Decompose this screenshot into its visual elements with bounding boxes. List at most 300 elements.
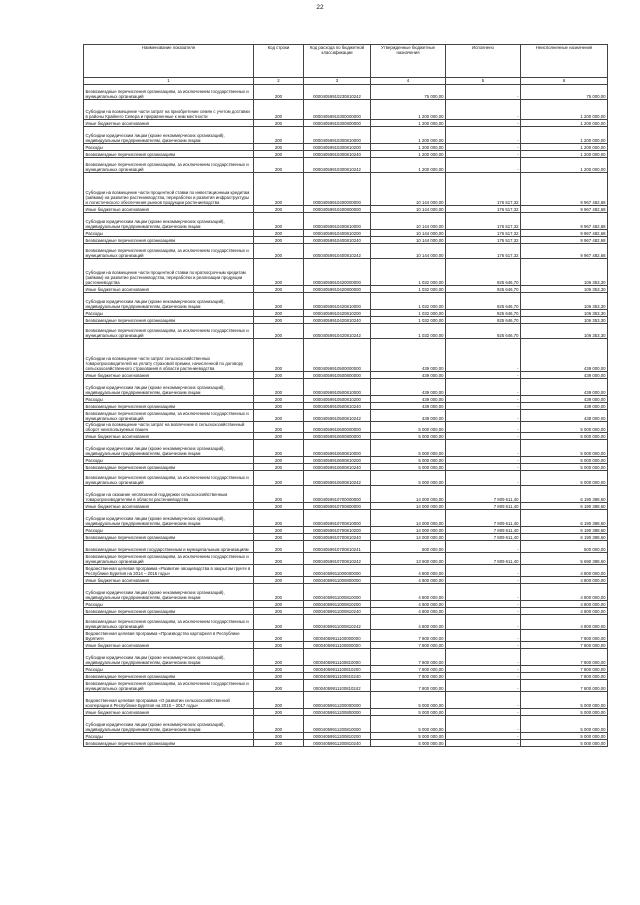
cell-executed: - [446,144,521,151]
cell-line-code: 200 [254,584,304,601]
cell-indicator-name: Расходы [84,527,254,534]
cell-unexecuted: 7 800 000,00 [521,673,608,680]
cell-line-code: 200 [254,379,304,396]
cell-budget-code: 00004059910500800000 [304,372,371,379]
table-row [84,422,608,433]
cell-budget-code: 00004059910600000000 [304,422,371,433]
cell-executed: - [446,127,521,144]
cell-executed: 176 517,32 [446,237,521,244]
table-row [84,410,608,422]
cell-unexecuted: 1 200 000,00 [521,144,608,151]
cell-executed: 176 517,32 [446,244,521,259]
cell-line-code: 200 [254,541,304,553]
cell-executed: 925 646,70 [446,293,521,310]
cell-executed: - [446,422,521,433]
header-budget-classification: Код расхода по бюджетной классификации [304,45,371,78]
cell-executed: - [446,615,521,630]
table-row [84,471,608,486]
cell-indicator-name: Ведомственная целевая программа «Производство картофеля в Республике Бурятия» [84,630,254,642]
cell-executed: 925 646,70 [446,286,521,293]
cell-unexecuted: 106 353,30 [521,324,608,339]
cell-budget-code: 00004059911000810240 [304,608,371,615]
cell-unexecuted: 7 800 000,00 [521,680,608,692]
cell-line-code: 200 [254,740,304,747]
cell-budget-code: 00004059910400810242 [304,244,371,259]
cell-approved: 1 032 000,00 [371,293,446,310]
cell-unexecuted: 4 800 000,00 [521,601,608,608]
cell-indicator-name: Ведомственная целевая программа «О развитии сельскохозяйственной кооперации в Республике Бурятия на 2015 – 2017 годы» [84,692,254,709]
cell-indicator-name: Субсидии на возмещение части затрат сельскохозяйственных товаропроизводителей на уплату страховой премии, начисленной по договору сельскохозяйственного страхования в области растениеводства [84,339,254,372]
cell-executed: 7 809 611,40 [446,534,521,541]
cell-line-code: 200 [254,230,304,237]
cell-budget-code: 00004059911100800000 [304,642,371,649]
column-index: 6 [521,78,608,85]
cell-indicator-name: Иные бюджетные ассигнования [84,709,254,716]
cell-line-code: 200 [254,85,304,100]
cell-indicator-name: Расходы [84,230,254,237]
cell-line-code: 200 [254,630,304,642]
cell-budget-code: 00004059911100810000 [304,649,371,666]
cell-indicator-name: Иные бюджетные ассигнования [84,372,254,379]
cell-executed: 7 809 611,40 [446,510,521,527]
table-row [84,100,608,120]
cell-approved: 7 800 000,00 [371,649,446,666]
cell-approved: 4 800 000,00 [371,601,446,608]
table-row [84,440,608,457]
cell-indicator-name: Безвозмездные перечисления организациям, за исключением государственных и муниципальных организаций [84,615,254,630]
cell-approved: 13 500 000,00 [371,553,446,565]
cell-unexecuted: 6 190 388,60 [521,486,608,503]
cell-unexecuted: 5 000 000,00 [521,716,608,733]
cell-budget-code: 00004059910400000000 [304,173,371,206]
cell-approved: 5 000 000,00 [371,440,446,457]
header-line-code: Код строки [254,45,304,78]
table-row [84,692,608,709]
header-unexecuted: Неисполненные назначения [521,45,608,78]
table-row [84,553,608,565]
table-row [84,464,608,471]
cell-indicator-name: Субсидии юридическим лицам (кроме некоммерческих организаций), индивидуальным предпринимателям, физическим лицам [84,649,254,666]
table-row [84,733,608,740]
table-row [84,173,608,206]
cell-line-code: 200 [254,120,304,127]
cell-indicator-name: Субсидии на возмещение части процентной ставки по инвестиционным кредитам (займам) на развитие растениеводства, переработки и развития инфраструктуры и логистического обеспечения рынков продукции растениеводства [84,173,254,206]
cell-budget-code: 00004059910600810242 [304,471,371,486]
cell-unexecuted: 1 200 000,00 [521,127,608,144]
table-row [84,565,608,577]
cell-line-code: 200 [254,100,304,120]
cell-budget-code: 00004059910400810240 [304,237,371,244]
cell-executed: - [446,120,521,127]
cell-line-code: 200 [254,173,304,206]
cell-indicator-name: Безвозмездные перечисления организациям [84,151,254,158]
cell-approved: 5 000 000,00 [371,464,446,471]
cell-executed: 7 809 611,40 [446,486,521,503]
cell-indicator-name: Безвозмездные перечисления организациям [84,237,254,244]
table-row [84,534,608,541]
column-index-row [84,78,608,85]
table-row [84,709,608,716]
cell-budget-code: 00004059910300800000 [304,120,371,127]
cell-executed: - [446,410,521,422]
cell-executed: - [446,396,521,403]
cell-executed: 176 517,32 [446,173,521,206]
cell-unexecuted: 5 000 000,00 [521,740,608,747]
table-row [84,716,608,733]
cell-approved: 1 032 000,00 [371,286,446,293]
table-row [84,615,608,630]
cell-executed: 925 646,70 [446,310,521,317]
cell-budget-code: 00004059911200000000 [304,692,371,709]
cell-budget-code: 00004059910400800000 [304,206,371,213]
cell-approved: 5 000 000,00 [371,716,446,733]
cell-executed: 925 646,70 [446,317,521,324]
cell-indicator-name: Иные бюджетные ассигнования [84,433,254,440]
cell-budget-code: 00004059910400810200 [304,230,371,237]
cell-approved: 10 144 000,00 [371,230,446,237]
cell-indicator-name: Субсидии на возмещение части затрат на приобретение семян с учетом доставки в районы Крайнего Севера и приравненные к ним местности [84,100,254,120]
cell-executed: - [446,433,521,440]
table-row [84,206,608,213]
table-row [84,396,608,403]
cell-approved: 439 000,00 [371,396,446,403]
cell-budget-code: 00004059910300810200 [304,144,371,151]
cell-approved: 10 144 000,00 [371,213,446,230]
cell-approved: 10 144 000,00 [371,173,446,206]
cell-approved: 500 000,00 [371,541,446,553]
cell-unexecuted: 5 000 000,00 [521,733,608,740]
cell-unexecuted: 1 200 000,00 [521,120,608,127]
cell-indicator-name: Субсидии юридическим лицам (кроме некоммерческих организаций), индивидуальным предпринимателям, физическим лицам [84,584,254,601]
cell-line-code: 200 [254,486,304,503]
cell-executed: 7 809 611,40 [446,527,521,534]
cell-line-code: 200 [254,158,304,173]
cell-budget-code: 00004059910420000000 [304,259,371,286]
cell-approved: 7 800 000,00 [371,630,446,642]
cell-line-code: 200 [254,503,304,510]
cell-budget-code: 00004059910700810200 [304,527,371,534]
cell-approved: 1 200 000,00 [371,100,446,120]
table-row [84,151,608,158]
cell-line-code: 200 [254,151,304,158]
cell-executed: - [446,692,521,709]
cell-indicator-name: Безвозмездные перечисления организациям [84,317,254,324]
cell-unexecuted: 5 000 000,00 [521,440,608,457]
cell-indicator-name: Безвозмездные перечисления организациям [84,403,254,410]
cell-indicator-name: Расходы [84,601,254,608]
cell-executed: - [446,471,521,486]
cell-unexecuted: 7 800 000,00 [521,630,608,642]
cell-budget-code: 00004059910600800000 [304,433,371,440]
cell-line-code: 200 [254,666,304,673]
table-row [84,372,608,379]
cell-line-code: 200 [254,410,304,422]
cell-line-code: 200 [254,259,304,286]
cell-budget-code: 00004059911200810000 [304,716,371,733]
table-row [84,486,608,503]
cell-indicator-name: Расходы [84,310,254,317]
cell-unexecuted: 106 353,30 [521,310,608,317]
cell-indicator-name: Субсидии юридическим лицам (кроме некоммерческих организаций), индивидуальным предпринимателям, физическим лицам [84,213,254,230]
cell-approved: 10 144 000,00 [371,244,446,259]
cell-approved: 4 800 000,00 [371,584,446,601]
cell-executed: - [446,541,521,553]
cell-budget-code: 00004059910500810240 [304,403,371,410]
table-row [84,120,608,127]
cell-indicator-name: Субсидии юридическим лицам (кроме некоммерческих организаций), индивидуальным предпринимателям, физическим лицам [84,127,254,144]
cell-approved: 10 144 000,00 [371,206,446,213]
column-index: 5 [446,78,521,85]
cell-executed: - [446,601,521,608]
cell-indicator-name: Безвозмездные перечисления организациям, за исключением государственных и муниципальных организаций [84,244,254,259]
cell-unexecuted: 6 190 388,60 [521,503,608,510]
cell-executed: - [446,716,521,733]
cell-unexecuted: 500 000,00 [521,541,608,553]
cell-approved: 5 000 000,00 [371,471,446,486]
cell-budget-code: 00004059910700810240 [304,534,371,541]
cell-budget-code: 00004059910300810000 [304,127,371,144]
cell-budget-code: 00004059910700810000 [304,510,371,527]
cell-executed: 176 517,32 [446,230,521,237]
table-row [84,230,608,237]
cell-approved: 14 000 000,00 [371,486,446,503]
cell-budget-code: 00004059910420810240 [304,317,371,324]
table-row [84,680,608,692]
cell-executed: - [446,709,521,716]
table-row [84,577,608,584]
cell-budget-code: 00004059911200810200 [304,733,371,740]
cell-executed: 925 646,70 [446,259,521,286]
column-index: 1 [84,78,254,85]
cell-executed: - [446,403,521,410]
cell-unexecuted: 5 000 000,00 [521,422,608,433]
cell-line-code: 200 [254,510,304,527]
cell-budget-code: 00004059910700810241 [304,541,371,553]
table-row [84,85,608,100]
cell-line-code: 200 [254,464,304,471]
table-row [84,601,608,608]
table-row [84,317,608,324]
cell-approved: 4 800 000,00 [371,577,446,584]
table-row [84,457,608,464]
table-header-row [84,45,608,78]
table-row [84,608,608,615]
cell-executed: 7 809 611,40 [446,503,521,510]
cell-executed: - [446,339,521,372]
cell-budget-code: 00004059911000810242 [304,615,371,630]
cell-approved: 1 032 000,00 [371,324,446,339]
table-row [84,293,608,310]
cell-executed: - [446,740,521,747]
cell-indicator-name: Безвозмездные перечисления организациям [84,608,254,615]
cell-approved: 4 800 000,00 [371,615,446,630]
cell-budget-code: 00004059911000810200 [304,601,371,608]
cell-unexecuted: 6 190 388,60 [521,534,608,541]
cell-unexecuted: 5 690 388,60 [521,553,608,565]
cell-indicator-name: Субсидии юридическим лицам (кроме некоммерческих организаций), индивидуальным предпринимателям, физическим лицам [84,293,254,310]
cell-indicator-name: Субсидии на оказание несвязанной поддержки сельскохозяйственным товаропроизводителям в области растениеводства [84,486,254,503]
cell-unexecuted: 439 000,00 [521,396,608,403]
cell-line-code: 200 [254,396,304,403]
cell-indicator-name: Безвозмездные перечисления организациям, за исключением государственных и муниципальных организаций [84,410,254,422]
cell-indicator-name: Безвозмездные перечисления организациям [84,673,254,680]
cell-approved: 439 000,00 [371,403,446,410]
cell-line-code: 200 [254,440,304,457]
cell-line-code: 200 [254,534,304,541]
table-row [84,144,608,151]
cell-executed: 176 517,32 [446,206,521,213]
cell-approved: 4 800 000,00 [371,565,446,577]
cell-unexecuted: 9 967 482,68 [521,213,608,230]
cell-budget-code: 00004059911200810240 [304,740,371,747]
cell-approved: 1 200 000,00 [371,144,446,151]
cell-budget-code: 00004059911000000000 [304,565,371,577]
cell-line-code: 200 [254,471,304,486]
cell-approved: 1 032 000,00 [371,317,446,324]
cell-indicator-name: Безвозмездные перечисления организациям [84,464,254,471]
table-row [84,310,608,317]
cell-indicator-name: Безвозмездные перечисления организациям [84,534,254,541]
table-row [84,286,608,293]
cell-budget-code: 00004059910400810000 [304,213,371,230]
cell-indicator-name: Безвозмездные перечисления организациям, за исключением государственных и муниципальных организаций [84,158,254,173]
cell-budget-code: 00004059910420810242 [304,324,371,339]
table-row [84,213,608,230]
cell-budget-code: 00004059910500000000 [304,339,371,372]
cell-unexecuted: 75 000,00 [521,85,608,100]
cell-budget-code: 00004059910500810242 [304,410,371,422]
cell-approved: 1 200 000,00 [371,158,446,173]
cell-budget-code: 00004059910600810200 [304,457,371,464]
cell-budget-code: 00004059910700810242 [304,553,371,565]
cell-indicator-name: Расходы [84,666,254,673]
table-row [84,158,608,173]
cell-line-code: 200 [254,127,304,144]
cell-budget-code: 00004059910420810200 [304,310,371,317]
cell-line-code: 200 [254,213,304,230]
cell-budget-code: 00004059911100000000 [304,630,371,642]
cell-unexecuted: 4 800 000,00 [521,565,608,577]
cell-approved: 439 000,00 [371,339,446,372]
table-row [84,527,608,534]
cell-line-code: 200 [254,206,304,213]
cell-executed: - [446,642,521,649]
cell-line-code: 200 [254,244,304,259]
cell-unexecuted: 5 000 000,00 [521,433,608,440]
cell-approved: 439 000,00 [371,379,446,396]
cell-approved: 1 032 000,00 [371,310,446,317]
cell-indicator-name: Иные бюджетные ассигнования [84,642,254,649]
cell-indicator-name: Иные бюджетные ассигнования [84,577,254,584]
table-row [84,740,608,747]
cell-approved: 75 000,00 [371,85,446,100]
cell-unexecuted: 106 353,30 [521,259,608,286]
cell-executed: - [446,379,521,396]
cell-budget-code: 00004059910600810000 [304,440,371,457]
cell-budget-code: 00004059911100810242 [304,680,371,692]
table-row [84,642,608,649]
cell-unexecuted: 9 967 482,68 [521,244,608,259]
cell-unexecuted: 439 000,00 [521,339,608,372]
cell-unexecuted: 5 000 000,00 [521,692,608,709]
cell-budget-code: 00004059911000800000 [304,577,371,584]
cell-unexecuted: 106 353,30 [521,293,608,310]
cell-approved: 10 144 000,00 [371,237,446,244]
cell-executed: 176 517,32 [446,213,521,230]
cell-unexecuted: 5 000 000,00 [521,709,608,716]
cell-indicator-name: Субсидии юридическим лицам (кроме некоммерческих организаций), индивидуальным предпринимателям, физическим лицам [84,510,254,527]
table-row [84,403,608,410]
cell-executed: - [446,565,521,577]
cell-unexecuted: 6 190 388,60 [521,527,608,534]
table-row [84,510,608,527]
cell-executed: - [446,158,521,173]
cell-line-code: 200 [254,692,304,709]
table-row [84,259,608,286]
budget-table [83,44,608,747]
cell-indicator-name: Безвозмездные перечисления организациям, за исключением государственных и муниципальных организаций [84,471,254,486]
cell-indicator-name: Безвозмездные перечисления организациям, за исключением государственных и муниципальных организаций [84,553,254,565]
cell-approved: 5 000 000,00 [371,422,446,433]
cell-line-code: 200 [254,733,304,740]
cell-indicator-name: Субсидии на возмещение части затрат на вовлечение в сельскохозяйственный оборот неиспользуемых пашен [84,422,254,433]
cell-executed: - [446,680,521,692]
column-index: 2 [254,78,304,85]
cell-unexecuted: 106 353,30 [521,317,608,324]
cell-line-code: 200 [254,144,304,151]
header-approved: Утвержденные бюджетные назначения [371,45,446,78]
cell-approved: 5 000 000,00 [371,709,446,716]
cell-line-code: 200 [254,403,304,410]
cell-budget-code: 00004059910230810242 [304,85,371,100]
cell-approved: 4 800 000,00 [371,608,446,615]
cell-line-code: 200 [254,527,304,534]
cell-approved: 14 000 000,00 [371,503,446,510]
cell-executed: - [446,151,521,158]
cell-executed: - [446,584,521,601]
column-index: 3 [304,78,371,85]
cell-unexecuted: 4 800 000,00 [521,608,608,615]
cell-line-code: 200 [254,237,304,244]
cell-indicator-name: Безвозмездные перечисления организациям, за исключением государственных и муниципальных организаций [84,85,254,100]
cell-unexecuted: 4 800 000,00 [521,577,608,584]
cell-line-code: 200 [254,317,304,324]
cell-executed: - [446,100,521,120]
cell-executed: - [446,733,521,740]
table-row [84,379,608,396]
cell-executed: 925 646,70 [446,324,521,339]
cell-indicator-name: Безвозмездные перечисления организациям, за исключением государственных и муниципальных организаций [84,680,254,692]
cell-unexecuted: 5 000 000,00 [521,457,608,464]
cell-executed: - [446,457,521,464]
page-number: 22 [316,4,324,11]
cell-line-code: 200 [254,601,304,608]
cell-line-code: 200 [254,565,304,577]
cell-indicator-name: Расходы [84,733,254,740]
cell-line-code: 200 [254,680,304,692]
cell-line-code: 200 [254,422,304,433]
cell-unexecuted: 439 000,00 [521,403,608,410]
cell-executed: - [446,666,521,673]
cell-unexecuted: 1 200 000,00 [521,151,608,158]
header-executed: Исполнено [446,45,521,78]
cell-indicator-name: Иные бюджетные ассигнования [84,120,254,127]
cell-budget-code: 00004059910700800000 [304,503,371,510]
cell-unexecuted: 9 967 482,68 [521,230,608,237]
cell-line-code: 200 [254,709,304,716]
cell-budget-code: 00004059911200800000 [304,709,371,716]
cell-line-code: 200 [254,293,304,310]
